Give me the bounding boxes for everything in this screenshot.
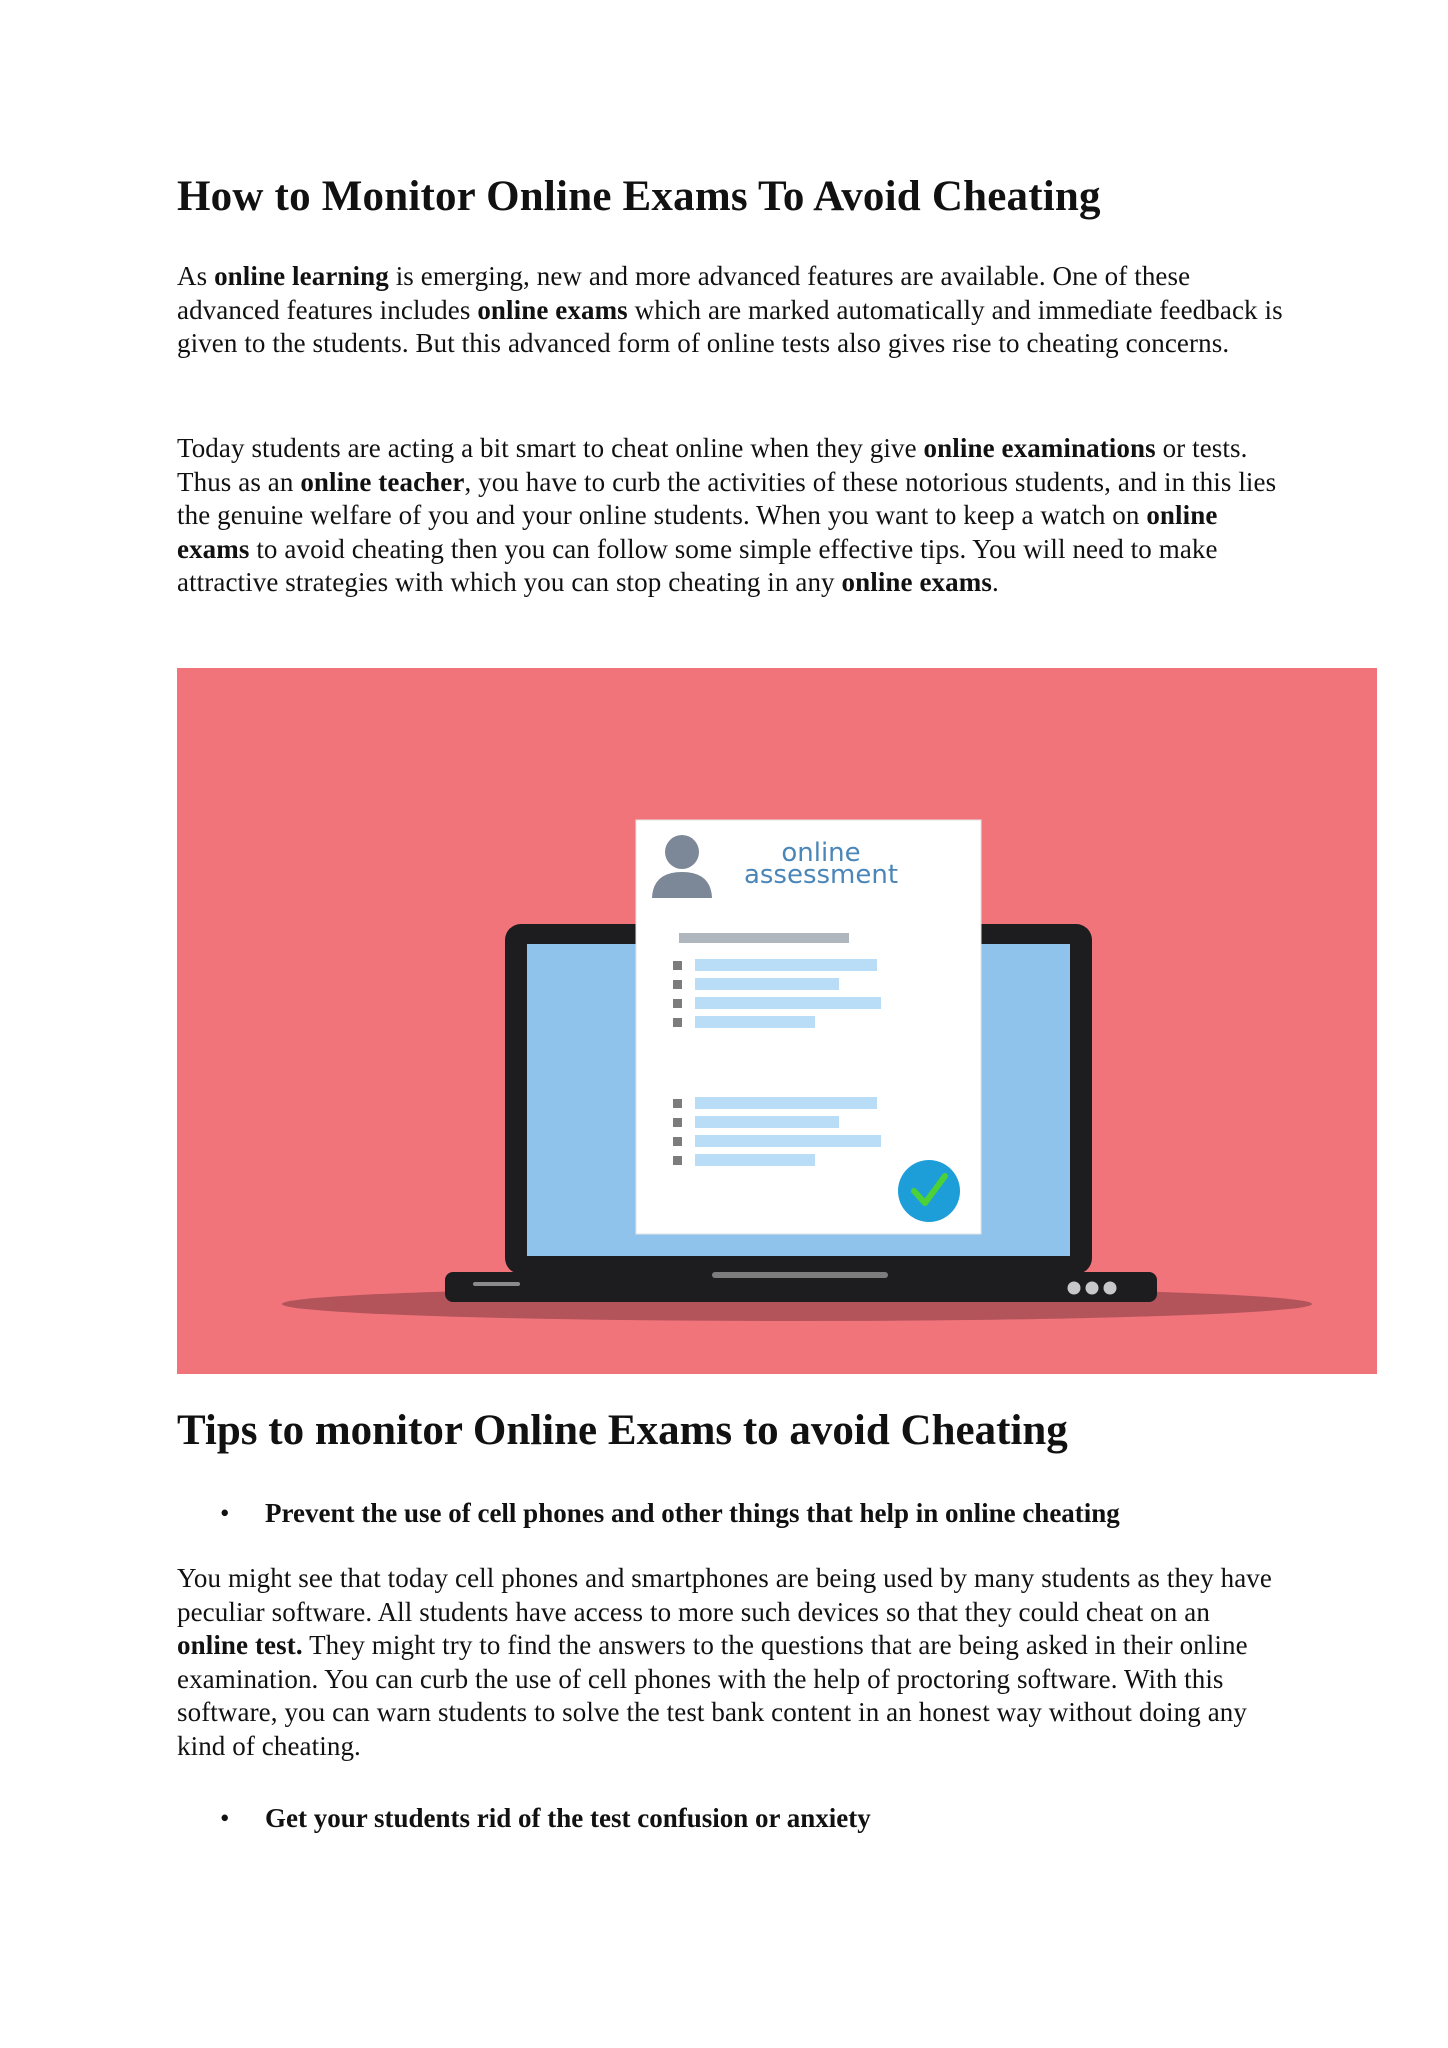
paper-label-online: online (781, 838, 861, 868)
tips-heading: Tips to monitor Online Exams to avoid Cheating (177, 1407, 1068, 1454)
bold-term: online exams (477, 294, 628, 325)
second-paragraph: Today students are acting a bit smart to cheat online when they give online examinations or tests. Thus as an online teacher, you have to curb the activities of these notorious students, and in this lies the genuine welfare of you and your online students. When you want to keep a watch on online exams to avoid cheating then you can follow some simple effective tips. You will need to make attractive strategies with which you can stop cheating in any online exams. (177, 433, 1277, 597)
bullet-text: Get your students rid of the test confusion or anxiety (265, 1803, 871, 1833)
cell-phones-paragraph: You might see that today cell phones and smartphones are being used by many students as they have peculiar software. All students have access to more such devices so that they could cheat on an online test. They might try to find the answers to the questions that are being asked in their online examination. You can curb the use of cell phones with the help of proctoring software. With this software, you can warn students to solve the test bank content in an honest way without doing any kind of cheating. (177, 1563, 1272, 1761)
bold-term: online exams (841, 567, 992, 597)
bold-term: online learning (214, 261, 389, 291)
bullet-dot: • (220, 1498, 230, 1528)
bold-term: online examinations (923, 433, 1156, 463)
laptop-hinge-notch (712, 1272, 888, 1278)
paper-label-assessment: assessment (743, 860, 899, 890)
bold-term: online teacher (300, 466, 465, 497)
bullet-dot: • (220, 1803, 230, 1833)
online-assessment-illustration (177, 668, 1377, 1374)
laptop-led (1104, 1282, 1117, 1295)
bold-term: online exams (177, 500, 1218, 564)
intro-paragraph: As online learning is emerging, new and more advanced features are available. One of these advanced features includes online exams which are marked automatically and immediate feedback is given to the students. But this advanced form of online tests also gives rise to cheating concerns. (177, 261, 1283, 358)
bold-term: online test. (177, 1630, 303, 1660)
laptop-base-slot (473, 1282, 520, 1286)
bullet-text: Prevent the use of cell phones and other things that help in online cheating (265, 1498, 1120, 1528)
check-badge-icon (898, 1160, 960, 1222)
article-title: How to Monitor Online Exams To Avoid Cheating (177, 173, 1101, 220)
paper-heading-bar (679, 933, 849, 943)
laptop-led (1068, 1282, 1081, 1295)
laptop-led (1086, 1282, 1099, 1295)
